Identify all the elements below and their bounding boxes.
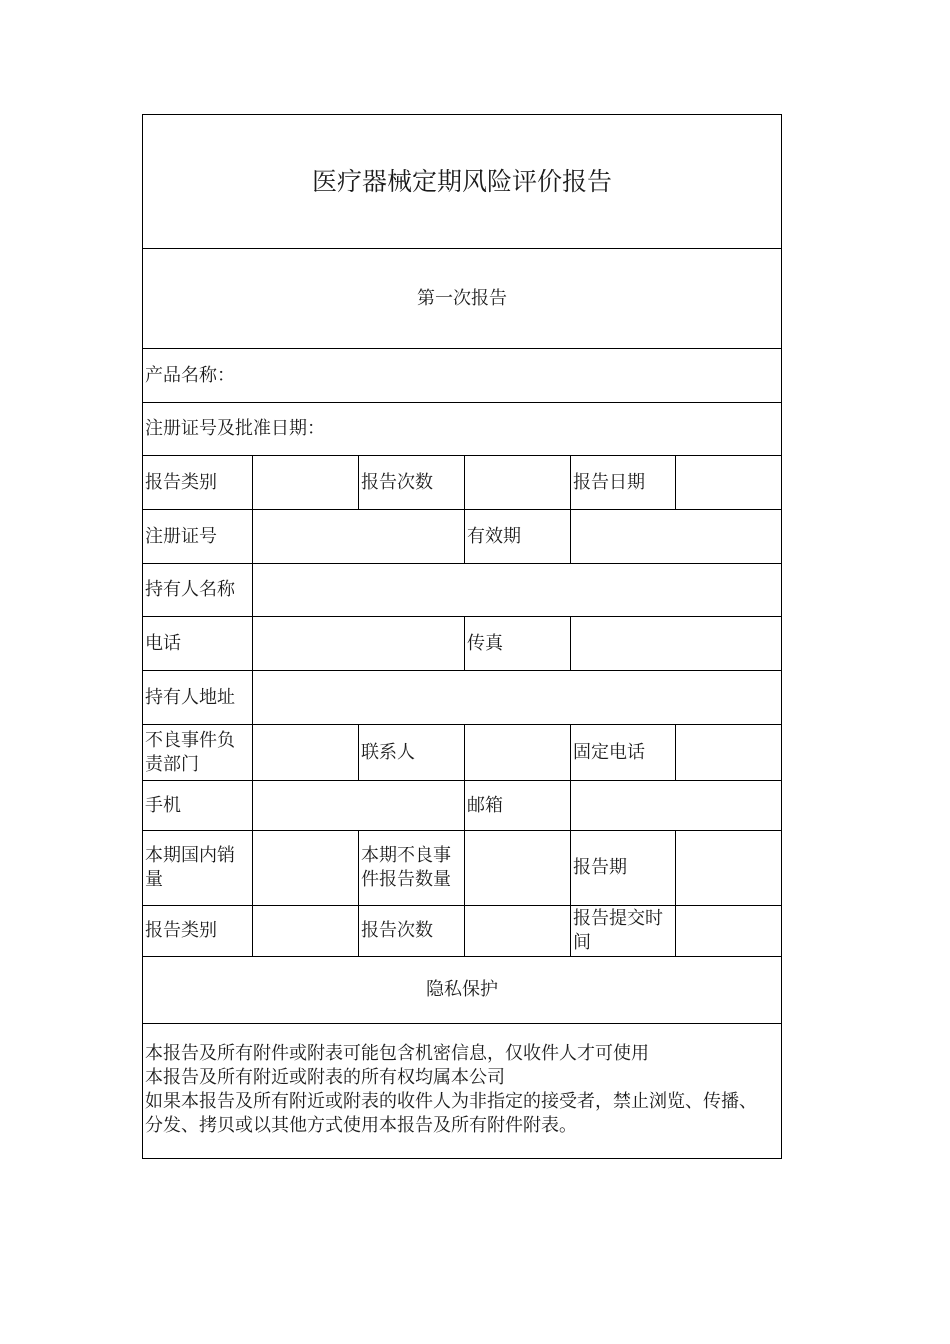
report-category-value[interactable] — [253, 456, 359, 510]
fax-value[interactable] — [571, 617, 782, 671]
email-label: 邮箱 — [465, 781, 571, 831]
phone-value[interactable] — [253, 617, 465, 671]
report-category-value-2[interactable] — [253, 906, 359, 957]
report-period-value[interactable] — [676, 831, 782, 906]
domestic-sales-label: 本期国内销量 — [143, 831, 253, 906]
privacy-line: 如果本报告及所有附近或附表的收件人为非指定的接受者，禁止浏览、传播、 — [145, 1091, 757, 1112]
landline-value[interactable] — [676, 725, 782, 781]
privacy-title: 隐私保护 — [143, 957, 782, 1024]
adverse-event-dept-value[interactable] — [253, 725, 359, 781]
validity-label: 有效期 — [465, 510, 571, 564]
adverse-event-dept-label: 不良事件负责部门 — [143, 725, 253, 781]
report-count-label-2: 报告次数 — [359, 906, 465, 957]
holder-address-label: 持有人地址 — [143, 671, 253, 725]
mobile-value[interactable] — [253, 781, 465, 831]
adverse-event-count-label: 本期不良事件报告数量 — [359, 831, 465, 906]
holder-name-label: 持有人名称 — [143, 564, 253, 617]
mobile-label: 手机 — [143, 781, 253, 831]
report-count-value-2[interactable] — [465, 906, 571, 957]
phone-label: 电话 — [143, 617, 253, 671]
report-form — [142, 114, 782, 1159]
registration-number-value[interactable] — [253, 510, 465, 564]
product-name-label: 产品名称： — [143, 349, 782, 403]
domestic-sales-value[interactable] — [253, 831, 359, 906]
report-title: 医疗器械定期风险评价报告 — [143, 115, 782, 249]
fax-label: 传真 — [465, 617, 571, 671]
report-date-label: 报告日期 — [571, 456, 676, 510]
adverse-event-count-value[interactable] — [465, 831, 571, 906]
contact-person-value[interactable] — [465, 725, 571, 781]
holder-address-value[interactable] — [253, 671, 782, 725]
privacy-line: 本报告及所有附件或附表可能包含机密信息，仅收件人才可使用 — [145, 1043, 649, 1064]
registration-date-label: 注册证号及批准日期： — [143, 403, 782, 456]
privacy-line: 本报告及所有附近或附表的所有权均属本公司 — [145, 1067, 505, 1088]
submission-time-label: 报告提交时间 — [571, 906, 676, 957]
report-category-label: 报告类别 — [143, 456, 253, 510]
email-value[interactable] — [571, 781, 782, 831]
validity-value[interactable] — [571, 510, 782, 564]
report-count-value[interactable] — [465, 456, 571, 510]
holder-name-value[interactable] — [253, 564, 782, 617]
contact-person-label: 联系人 — [359, 725, 465, 781]
report-category-label-2: 报告类别 — [143, 906, 253, 957]
privacy-notice — [143, 1024, 782, 1159]
report-count-label: 报告次数 — [359, 456, 465, 510]
submission-time-value[interactable] — [676, 906, 782, 957]
report-date-value[interactable] — [676, 456, 782, 510]
landline-label: 固定电话 — [571, 725, 676, 781]
report-period-label: 报告期 — [571, 831, 676, 906]
report-sequence: 第一次报告 — [143, 249, 782, 349]
privacy-line: 分发、拷贝或以其他方式使用本报告及所有附件附表。 — [145, 1115, 577, 1136]
registration-number-label: 注册证号 — [143, 510, 253, 564]
